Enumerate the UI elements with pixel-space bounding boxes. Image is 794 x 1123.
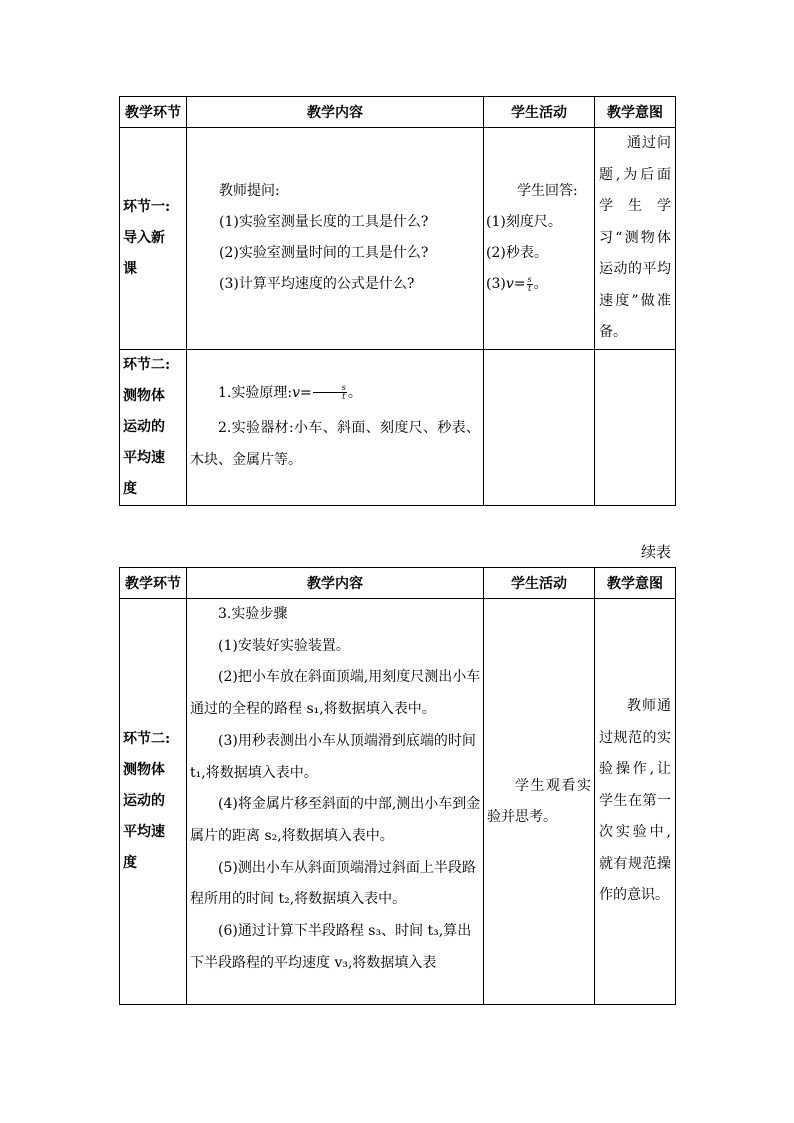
table-header-row <box>120 568 676 599</box>
step-item: (4)将金属片移至斜面的中部,测出小车到金属片的距离 s₂,将数据填入表中。 <box>190 796 481 844</box>
section-cell: 环节二: 测物体 运动的 平均速 度 <box>120 349 187 505</box>
step-item: (2)把小车放在斜面顶端,用刻度尺测出小车通过的全程的路程 s₁,将数据填入表中。 <box>190 669 481 718</box>
content-cell: 教师提问: (1)实验室测量长度的工具是什么? (2)实验室测量时间的工具是什么? (3)计算平均速度的公式是什么? <box>187 128 484 350</box>
steps-title: 3.实验步骤 <box>218 606 288 622</box>
section-cell: 环节二: 测物体 运动的 平均速 度 <box>120 599 187 1005</box>
activity-cell: 学生回答: (1)刻度尺。 (2)秒表。 (3)v= $\frac{s}{t}$ 。 <box>484 128 595 350</box>
speed-formula: (3)v= $\frac{s}{t}$ 。 <box>486 274 548 293</box>
lesson-table-1 <box>119 96 676 506</box>
intent-cell: 通过问题,为后面学生学习“测物体运动的平均速度”做准备。 <box>595 128 676 350</box>
step-item: (6)通过计算下半段路程 s₃、时间 t₃,算出下半段路程的平均速度 v₃,将数据填入表 <box>190 923 472 971</box>
header-content: 教学内容 <box>187 568 484 599</box>
content-cell: 1.实验原理:v= $\frac{s}{t}$ 。 2.实验器材:小车、斜面、刻度尺、秒表、木块、金属片等。 <box>187 349 484 505</box>
table-row <box>120 599 676 1005</box>
header-activity: 学生活动 <box>484 568 595 599</box>
header-intent: 教学意图 <box>595 97 676 128</box>
header-stage: 教学环节 <box>120 568 187 599</box>
table-row <box>120 128 676 350</box>
intent-cell <box>595 349 676 505</box>
section-cell: 环节一: 导入新 课 <box>120 128 187 350</box>
activity-cell: 学生观看实验并思考。 <box>484 599 595 1005</box>
lesson-table-2 <box>119 567 676 1005</box>
header-activity: 学生活动 <box>484 97 595 128</box>
table-row <box>120 349 676 505</box>
continued-label: 续表 <box>641 543 672 561</box>
activity-cell <box>484 349 595 505</box>
step-item: (5)测出小车从斜面顶端滑过斜面上半段路程所用的时间 t₂,将数据填入表中。 <box>190 859 476 908</box>
table-header-row <box>120 97 676 128</box>
header-content: 教学内容 <box>187 97 484 128</box>
principle-line: 1.实验原理:v= $\frac{s}{t}$ 。 <box>218 383 362 402</box>
steps-cell <box>187 599 484 1005</box>
header-stage: 教学环节 <box>120 97 187 128</box>
step-item: (3)用秒表测出小车从顶端滑到底端的时间 t₁,将数据填入表中。 <box>190 732 476 781</box>
header-intent: 教学意图 <box>595 568 676 599</box>
step-item: (1)安装好实验装置。 <box>218 637 350 654</box>
intent-cell: 教师通过规范的实验操作,让学生在第一次实验中,就有规范操作的意识。 <box>595 599 676 1005</box>
